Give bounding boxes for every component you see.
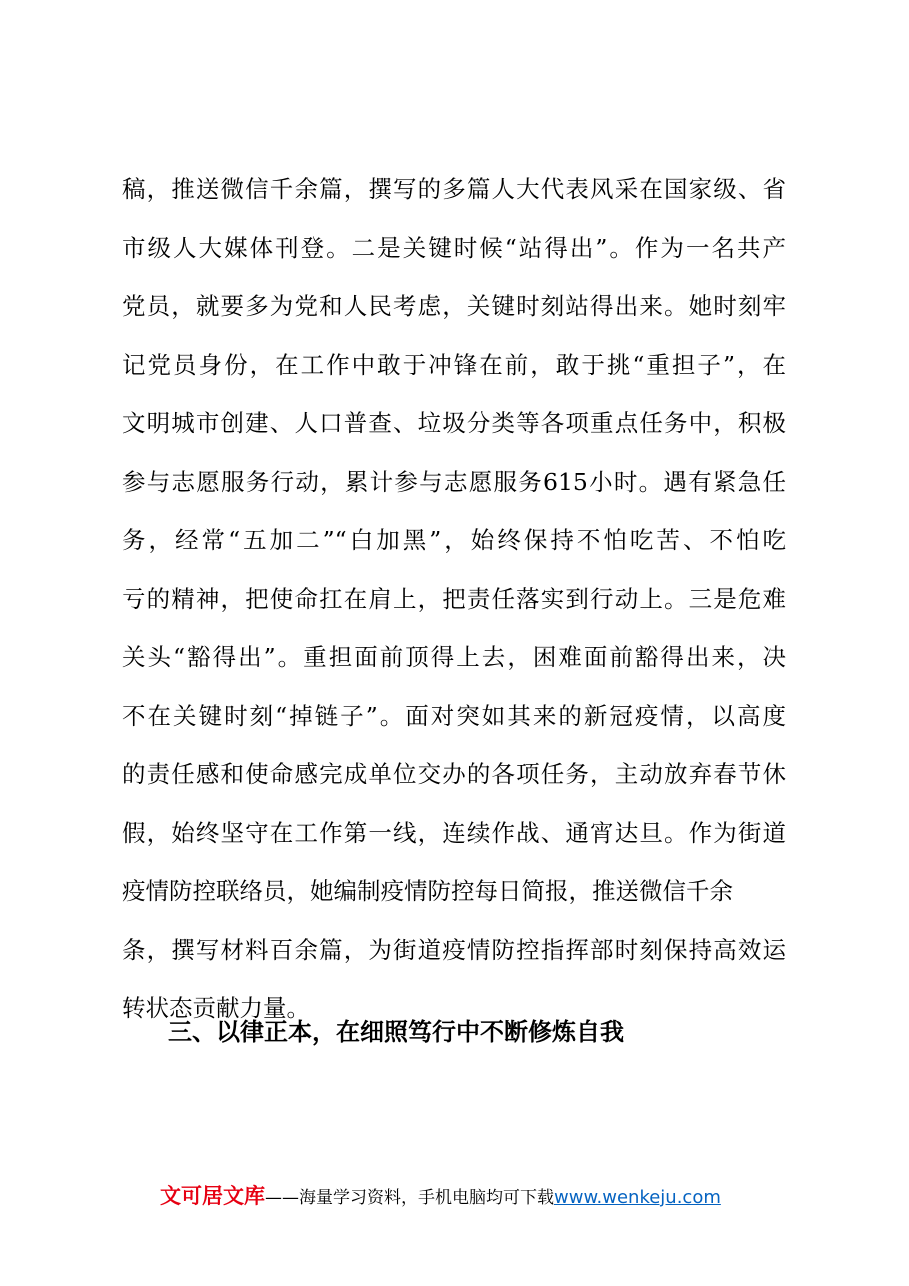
paragraph-line: 市级人大媒体刊登。二是关键时候“站得出”。作为一名共产 <box>122 233 786 262</box>
paragraph-line: 条，撰写材料百余篇，为街道疫情防控指挥部时刻保持高效运 <box>122 935 786 964</box>
footer <box>160 1181 721 1213</box>
paragraph-line: 记党员身份，在工作中敢于冲锋在前，敢于挑“重担子”，在 <box>122 350 786 379</box>
footer-tagline: ——海量学习资料，手机电脑均可下载 <box>265 1188 554 1208</box>
paragraph-line: 假，始终坚守在工作第一线，连续作战、通宵达旦。作为街道 <box>122 818 786 847</box>
paragraph-line: 疫情防控联络员，她编制疫情防控每日简报，推送微信千余 <box>122 877 733 905</box>
paragraph-line: 亏的精神，把使命扛在肩上，把责任落实到行动上。三是危难 <box>122 584 786 613</box>
paragraph-line: 文明城市创建、人口普查、垃圾分类等各项重点任务中，积极 <box>122 409 786 437</box>
paragraph-line: 关头“豁得出”。重担面前顶得上去，困难面前豁得出来，决 <box>122 643 786 671</box>
footer-website-link[interactable]: www.wenkeju.com <box>554 1187 721 1208</box>
paragraph-line: 稿，推送微信千余篇，撰写的多篇人大代表风采在国家级、省 <box>122 175 786 203</box>
paragraph-line: 务，经常“五加二”“白加黑”，始终保持不怕吃苦、不怕吃 <box>122 526 786 554</box>
paragraph-line: 参与志愿服务行动，累计参与志愿服务615小时。遇有紧急任 <box>122 467 786 496</box>
paragraph-line: 党员，就要多为党和人民考虑，关键时刻站得出来。她时刻牢 <box>122 292 786 320</box>
section-heading: 三、以律正本，在细照笃行中不断修炼自我 <box>168 1018 624 1046</box>
footer-brand: 文可居文库 <box>160 1184 265 1208</box>
body-paragraph <box>122 160 786 1038</box>
paragraph-line: 的责任感和使命感完成单位交办的各项任务，主动放弃春节休 <box>122 760 786 788</box>
paragraph-line: 不在关键时刻“掉链子”。面对突如其来的新冠疫情，以高度 <box>122 701 786 730</box>
paragraph-line: 转状态贡献力量。 <box>122 994 310 1022</box>
